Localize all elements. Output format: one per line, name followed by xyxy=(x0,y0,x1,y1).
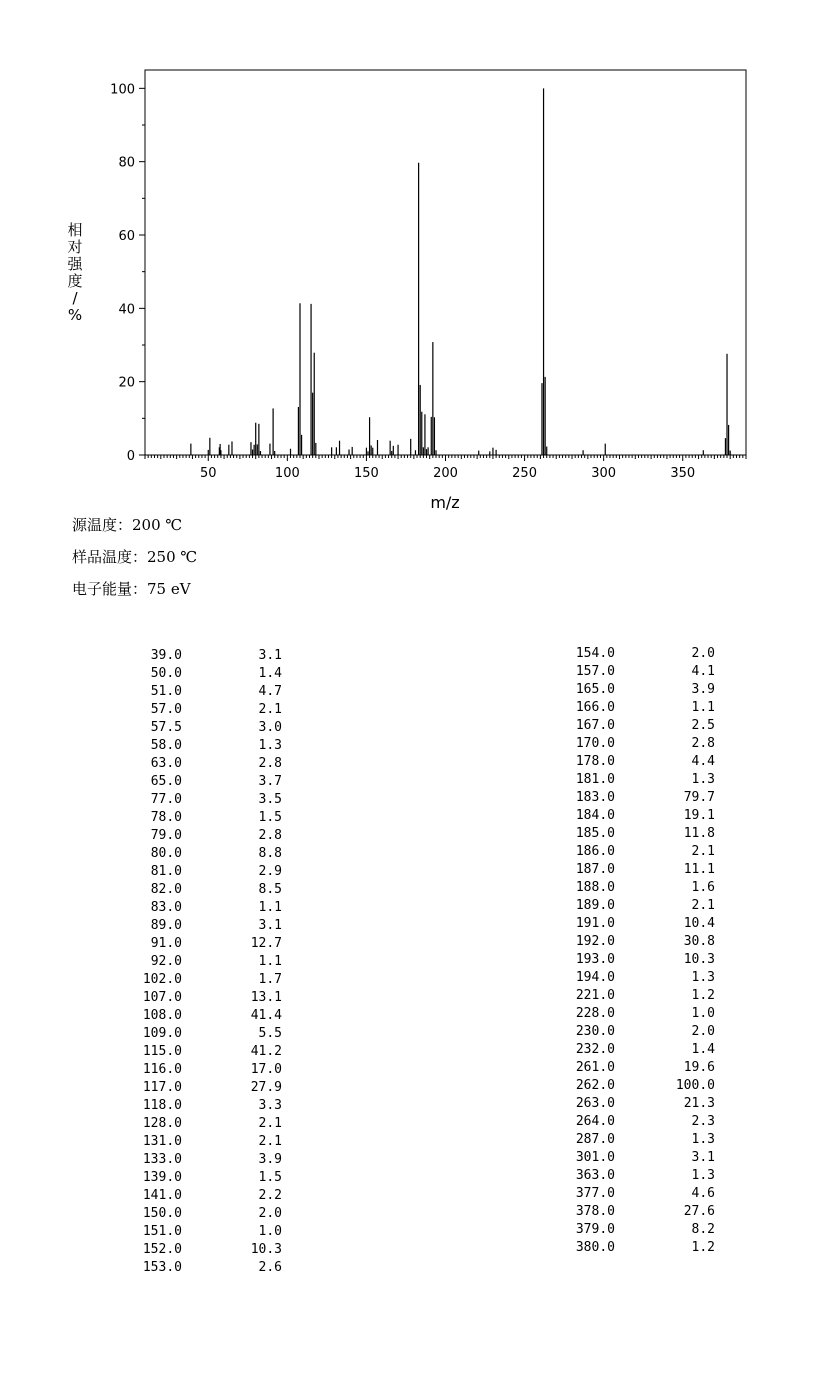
abundance-value: 2.3 xyxy=(691,1114,715,1129)
x-axis-ticks xyxy=(145,455,746,481)
table-row xyxy=(122,755,282,773)
abundance-value: 8.2 xyxy=(691,1222,715,1237)
abundance-value: 1.3 xyxy=(691,772,715,787)
abundance-value: 1.0 xyxy=(258,1224,282,1239)
mz-value: 228.0 xyxy=(575,1006,615,1021)
mz-value: 108.0 xyxy=(142,1008,182,1023)
abundance-value: 3.0 xyxy=(258,720,282,735)
mz-value: 154.0 xyxy=(575,646,615,661)
abundance-value: 2.1 xyxy=(691,898,715,913)
abundance-value: 8.8 xyxy=(258,846,282,861)
x-tick-label: 300 xyxy=(591,466,617,481)
y-axis-label-char: 相 xyxy=(67,221,83,239)
abundance-value: 10.4 xyxy=(683,916,715,931)
mz-value: 378.0 xyxy=(575,1204,615,1219)
table-row xyxy=(555,771,715,789)
abundance-value: 3.7 xyxy=(258,774,282,789)
abundance-value: 2.1 xyxy=(691,844,715,859)
table-row xyxy=(555,645,715,663)
y-axis-ticks xyxy=(110,82,145,464)
mz-value: 166.0 xyxy=(575,700,615,715)
table-row xyxy=(555,933,715,951)
table-row xyxy=(122,1007,282,1025)
mz-value: 189.0 xyxy=(575,898,615,913)
electron-energy-label: 电子能量： xyxy=(72,580,148,598)
sample-temperature-label: 样品温度： xyxy=(72,548,148,566)
abundance-value: 13.1 xyxy=(250,990,282,1005)
table-row xyxy=(122,1133,282,1151)
table-row xyxy=(122,1115,282,1133)
mz-value: 264.0 xyxy=(575,1114,615,1129)
x-tick-label: 200 xyxy=(433,466,458,481)
abundance-value: 1.0 xyxy=(691,1006,715,1021)
abundance-value: 21.3 xyxy=(683,1096,715,1111)
mz-value: 151.0 xyxy=(142,1224,182,1239)
y-tick-label: 0 xyxy=(126,449,135,464)
mz-value: 91.0 xyxy=(150,936,182,951)
abundance-value: 2.1 xyxy=(258,1134,282,1149)
abundance-value: 1.5 xyxy=(258,810,282,825)
abundance-value: 2.9 xyxy=(258,864,282,879)
mz-value: 128.0 xyxy=(142,1116,182,1131)
table-row xyxy=(555,1095,715,1113)
y-tick-label: 80 xyxy=(118,155,135,171)
table-row xyxy=(555,699,715,717)
table-row xyxy=(555,1149,715,1167)
abundance-value: 41.4 xyxy=(250,1008,282,1023)
abundance-value: 1.4 xyxy=(691,1042,715,1057)
table-row xyxy=(555,987,715,1005)
abundance-value: 3.9 xyxy=(691,682,715,697)
y-tick-label: 60 xyxy=(118,229,135,244)
table-row xyxy=(555,897,715,915)
abundance-value: 2.8 xyxy=(258,756,282,771)
mz-value: 81.0 xyxy=(150,864,182,879)
mz-value: 57.0 xyxy=(150,702,182,717)
mz-value: 57.5 xyxy=(150,720,182,735)
abundance-value: 3.3 xyxy=(258,1098,282,1113)
table-row xyxy=(122,1259,282,1277)
abundance-value: 1.4 xyxy=(258,666,282,681)
abundance-value: 2.8 xyxy=(691,736,715,751)
abundance-value: 1.3 xyxy=(258,738,282,753)
mz-value: 77.0 xyxy=(150,792,182,807)
mz-value: 181.0 xyxy=(575,772,615,787)
x-tick-label: 250 xyxy=(512,466,537,481)
abundance-value: 1.2 xyxy=(691,988,715,1003)
mz-value: 150.0 xyxy=(142,1206,182,1221)
table-row xyxy=(555,717,715,735)
table-row xyxy=(122,701,282,719)
table-row xyxy=(122,737,282,755)
abundance-value: 2.5 xyxy=(691,718,715,733)
table-row xyxy=(122,881,282,899)
table-row xyxy=(122,1025,282,1043)
y-tick-label: 100 xyxy=(110,82,135,98)
table-row xyxy=(555,879,715,897)
mz-value: 186.0 xyxy=(575,844,615,859)
mz-value: 232.0 xyxy=(575,1042,615,1057)
mz-value: 58.0 xyxy=(150,738,182,753)
abundance-value: 19.6 xyxy=(683,1060,715,1075)
abundance-value: 2.6 xyxy=(258,1260,282,1275)
y-axis-label-char: / xyxy=(72,289,78,307)
mz-value: 82.0 xyxy=(150,882,182,897)
abundance-value: 2.2 xyxy=(258,1188,282,1203)
abundance-value: 1.2 xyxy=(691,1240,715,1255)
abundance-value: 1.1 xyxy=(691,700,715,715)
table-row xyxy=(122,827,282,845)
table-row xyxy=(122,845,282,863)
table-row xyxy=(555,1203,715,1221)
abundance-value: 12.7 xyxy=(250,936,282,951)
table-row xyxy=(555,681,715,699)
peak-bars xyxy=(191,88,730,455)
abundance-value: 8.5 xyxy=(258,882,282,897)
mz-value: 262.0 xyxy=(575,1078,615,1093)
table-row xyxy=(122,989,282,1007)
mz-value: 377.0 xyxy=(575,1186,615,1201)
mz-value: 109.0 xyxy=(142,1026,182,1041)
table-row xyxy=(122,971,282,989)
table-row xyxy=(122,1223,282,1241)
table-row xyxy=(122,1241,282,1259)
peak-table-left xyxy=(122,647,282,1277)
mz-value: 80.0 xyxy=(150,846,182,861)
mz-value: 92.0 xyxy=(150,954,182,969)
abundance-value: 41.2 xyxy=(250,1044,282,1059)
mz-value: 379.0 xyxy=(575,1222,615,1237)
sample-temperature-value: 250 ℃ xyxy=(147,548,198,566)
abundance-value: 4.4 xyxy=(691,754,715,769)
mz-value: 153.0 xyxy=(142,1260,182,1275)
sample-temperature xyxy=(72,546,197,567)
mz-value: 89.0 xyxy=(150,918,182,933)
mass-spectrum-chart xyxy=(0,0,822,520)
abundance-value: 10.3 xyxy=(683,952,715,967)
peak-table-right xyxy=(555,645,715,1257)
table-row xyxy=(555,1059,715,1077)
mz-value: 78.0 xyxy=(150,810,182,825)
abundance-value: 79.7 xyxy=(683,790,715,805)
table-row xyxy=(122,1079,282,1097)
table-row xyxy=(122,1205,282,1223)
mz-value: 116.0 xyxy=(142,1062,182,1077)
abundance-value: 1.5 xyxy=(258,1170,282,1185)
abundance-value: 1.1 xyxy=(258,954,282,969)
table-row xyxy=(555,1041,715,1059)
mz-value: 115.0 xyxy=(142,1044,182,1059)
abundance-value: 1.7 xyxy=(258,972,282,987)
table-row xyxy=(555,861,715,879)
mz-value: 167.0 xyxy=(575,718,615,733)
mz-value: 51.0 xyxy=(150,684,182,699)
abundance-value: 27.9 xyxy=(250,1080,282,1095)
mz-value: 141.0 xyxy=(142,1188,182,1203)
electron-energy xyxy=(72,578,191,599)
mz-value: 118.0 xyxy=(142,1098,182,1113)
abundance-value: 1.3 xyxy=(691,1168,715,1183)
table-row xyxy=(555,915,715,933)
mz-value: 63.0 xyxy=(150,756,182,771)
electron-energy-value: 75 eV xyxy=(147,580,191,598)
table-row xyxy=(122,1043,282,1061)
mz-value: 157.0 xyxy=(575,664,615,679)
abundance-value: 30.8 xyxy=(683,934,715,949)
table-row xyxy=(122,665,282,683)
y-axis-label-char: 对 xyxy=(67,238,83,256)
mz-value: 184.0 xyxy=(575,808,615,823)
mz-value: 188.0 xyxy=(575,880,615,895)
mz-value: 178.0 xyxy=(575,754,615,769)
x-tick-label: 350 xyxy=(670,466,696,481)
table-row xyxy=(555,1221,715,1239)
abundance-value: 1.6 xyxy=(691,880,715,895)
abundance-value: 4.7 xyxy=(258,684,282,699)
abundance-value: 3.1 xyxy=(258,648,282,663)
mz-value: 287.0 xyxy=(575,1132,615,1147)
table-row xyxy=(555,825,715,843)
mz-value: 50.0 xyxy=(150,666,182,681)
mz-value: 363.0 xyxy=(575,1168,615,1183)
source-temperature-value: 200 ℃ xyxy=(132,516,183,534)
mz-value: 261.0 xyxy=(575,1060,615,1075)
mz-value: 83.0 xyxy=(150,900,182,915)
abundance-value: 3.9 xyxy=(258,1152,282,1167)
mz-value: 170.0 xyxy=(575,736,615,751)
table-row xyxy=(122,1097,282,1115)
table-row xyxy=(122,791,282,809)
abundance-value: 1.1 xyxy=(258,900,282,915)
y-tick-label: 40 xyxy=(118,302,135,318)
abundance-value: 2.0 xyxy=(691,1024,715,1039)
mz-value: 187.0 xyxy=(575,862,615,877)
abundance-value: 1.3 xyxy=(691,1132,715,1147)
abundance-value: 10.3 xyxy=(250,1242,282,1257)
table-row xyxy=(122,647,282,665)
abundance-value: 3.1 xyxy=(691,1150,715,1165)
mz-value: 102.0 xyxy=(142,972,182,987)
table-row xyxy=(555,1113,715,1131)
table-row xyxy=(555,1239,715,1257)
mz-value: 380.0 xyxy=(575,1240,615,1255)
table-row xyxy=(555,1185,715,1203)
x-tick-label: 150 xyxy=(354,466,379,481)
mz-value: 133.0 xyxy=(142,1152,182,1167)
mz-value: 39.0 xyxy=(150,648,182,663)
source-temperature xyxy=(72,514,182,535)
abundance-value: 17.0 xyxy=(250,1062,282,1077)
x-tick-label: 100 xyxy=(274,466,300,481)
table-row xyxy=(555,1023,715,1041)
table-row xyxy=(122,953,282,971)
abundance-value: 2.1 xyxy=(258,702,282,717)
abundance-value: 19.1 xyxy=(683,808,715,823)
mz-value: 65.0 xyxy=(150,774,182,789)
mz-value: 131.0 xyxy=(142,1134,182,1149)
abundance-value: 5.5 xyxy=(258,1026,282,1041)
table-row xyxy=(555,843,715,861)
y-axis-label xyxy=(60,222,90,324)
abundance-value: 4.1 xyxy=(691,664,715,679)
y-axis-label-char: 度 xyxy=(67,272,83,290)
mz-value: 191.0 xyxy=(575,916,615,931)
mz-value: 193.0 xyxy=(575,952,615,967)
table-row xyxy=(555,789,715,807)
table-row xyxy=(122,917,282,935)
abundance-value: 27.6 xyxy=(683,1204,715,1219)
mz-value: 221.0 xyxy=(575,988,615,1003)
abundance-value: 2.1 xyxy=(258,1116,282,1131)
y-axis-label-char: 强 xyxy=(67,255,83,273)
table-row xyxy=(122,719,282,737)
abundance-value: 2.8 xyxy=(258,828,282,843)
table-row xyxy=(555,1077,715,1095)
table-row xyxy=(555,807,715,825)
mz-value: 230.0 xyxy=(575,1024,615,1039)
source-temperature-label: 源温度： xyxy=(72,516,133,534)
x-tick-label: 50 xyxy=(199,466,217,481)
mz-value: 117.0 xyxy=(142,1080,182,1095)
table-row xyxy=(122,1151,282,1169)
table-row xyxy=(122,1169,282,1187)
table-row xyxy=(555,663,715,681)
table-row xyxy=(122,773,282,791)
mz-value: 183.0 xyxy=(575,790,615,805)
mz-value: 263.0 xyxy=(575,1096,615,1111)
abundance-value: 1.3 xyxy=(691,970,715,985)
mz-value: 185.0 xyxy=(575,826,615,841)
table-row xyxy=(122,1187,282,1205)
mz-value: 192.0 xyxy=(575,934,615,949)
plot-frame xyxy=(145,70,746,455)
table-row xyxy=(122,683,282,701)
mz-value: 165.0 xyxy=(575,682,615,697)
x-axis-label: m/z xyxy=(430,493,460,512)
table-row xyxy=(555,969,715,987)
abundance-value: 3.5 xyxy=(258,792,282,807)
table-row xyxy=(555,951,715,969)
mz-value: 152.0 xyxy=(142,1242,182,1257)
mz-value: 301.0 xyxy=(575,1150,615,1165)
abundance-value: 2.0 xyxy=(258,1206,282,1221)
abundance-value: 11.1 xyxy=(683,862,715,877)
y-tick-label: 20 xyxy=(118,375,135,391)
mz-value: 107.0 xyxy=(142,990,182,1005)
abundance-value: 100.0 xyxy=(675,1078,715,1093)
table-row xyxy=(122,935,282,953)
table-row xyxy=(555,1131,715,1149)
table-row xyxy=(122,863,282,881)
table-row xyxy=(555,753,715,771)
abundance-value: 3.1 xyxy=(258,918,282,933)
mz-value: 79.0 xyxy=(150,828,182,843)
abundance-value: 2.0 xyxy=(691,646,715,661)
table-row xyxy=(122,1061,282,1079)
table-row xyxy=(555,735,715,753)
table-row xyxy=(122,899,282,917)
table-row xyxy=(555,1005,715,1023)
mz-value: 139.0 xyxy=(142,1170,182,1185)
table-row xyxy=(555,1167,715,1185)
abundance-value: 11.8 xyxy=(683,826,715,841)
abundance-value: 4.6 xyxy=(691,1186,715,1201)
y-axis-label-char: % xyxy=(67,306,83,324)
table-row xyxy=(122,809,282,827)
mz-value: 194.0 xyxy=(575,970,615,985)
